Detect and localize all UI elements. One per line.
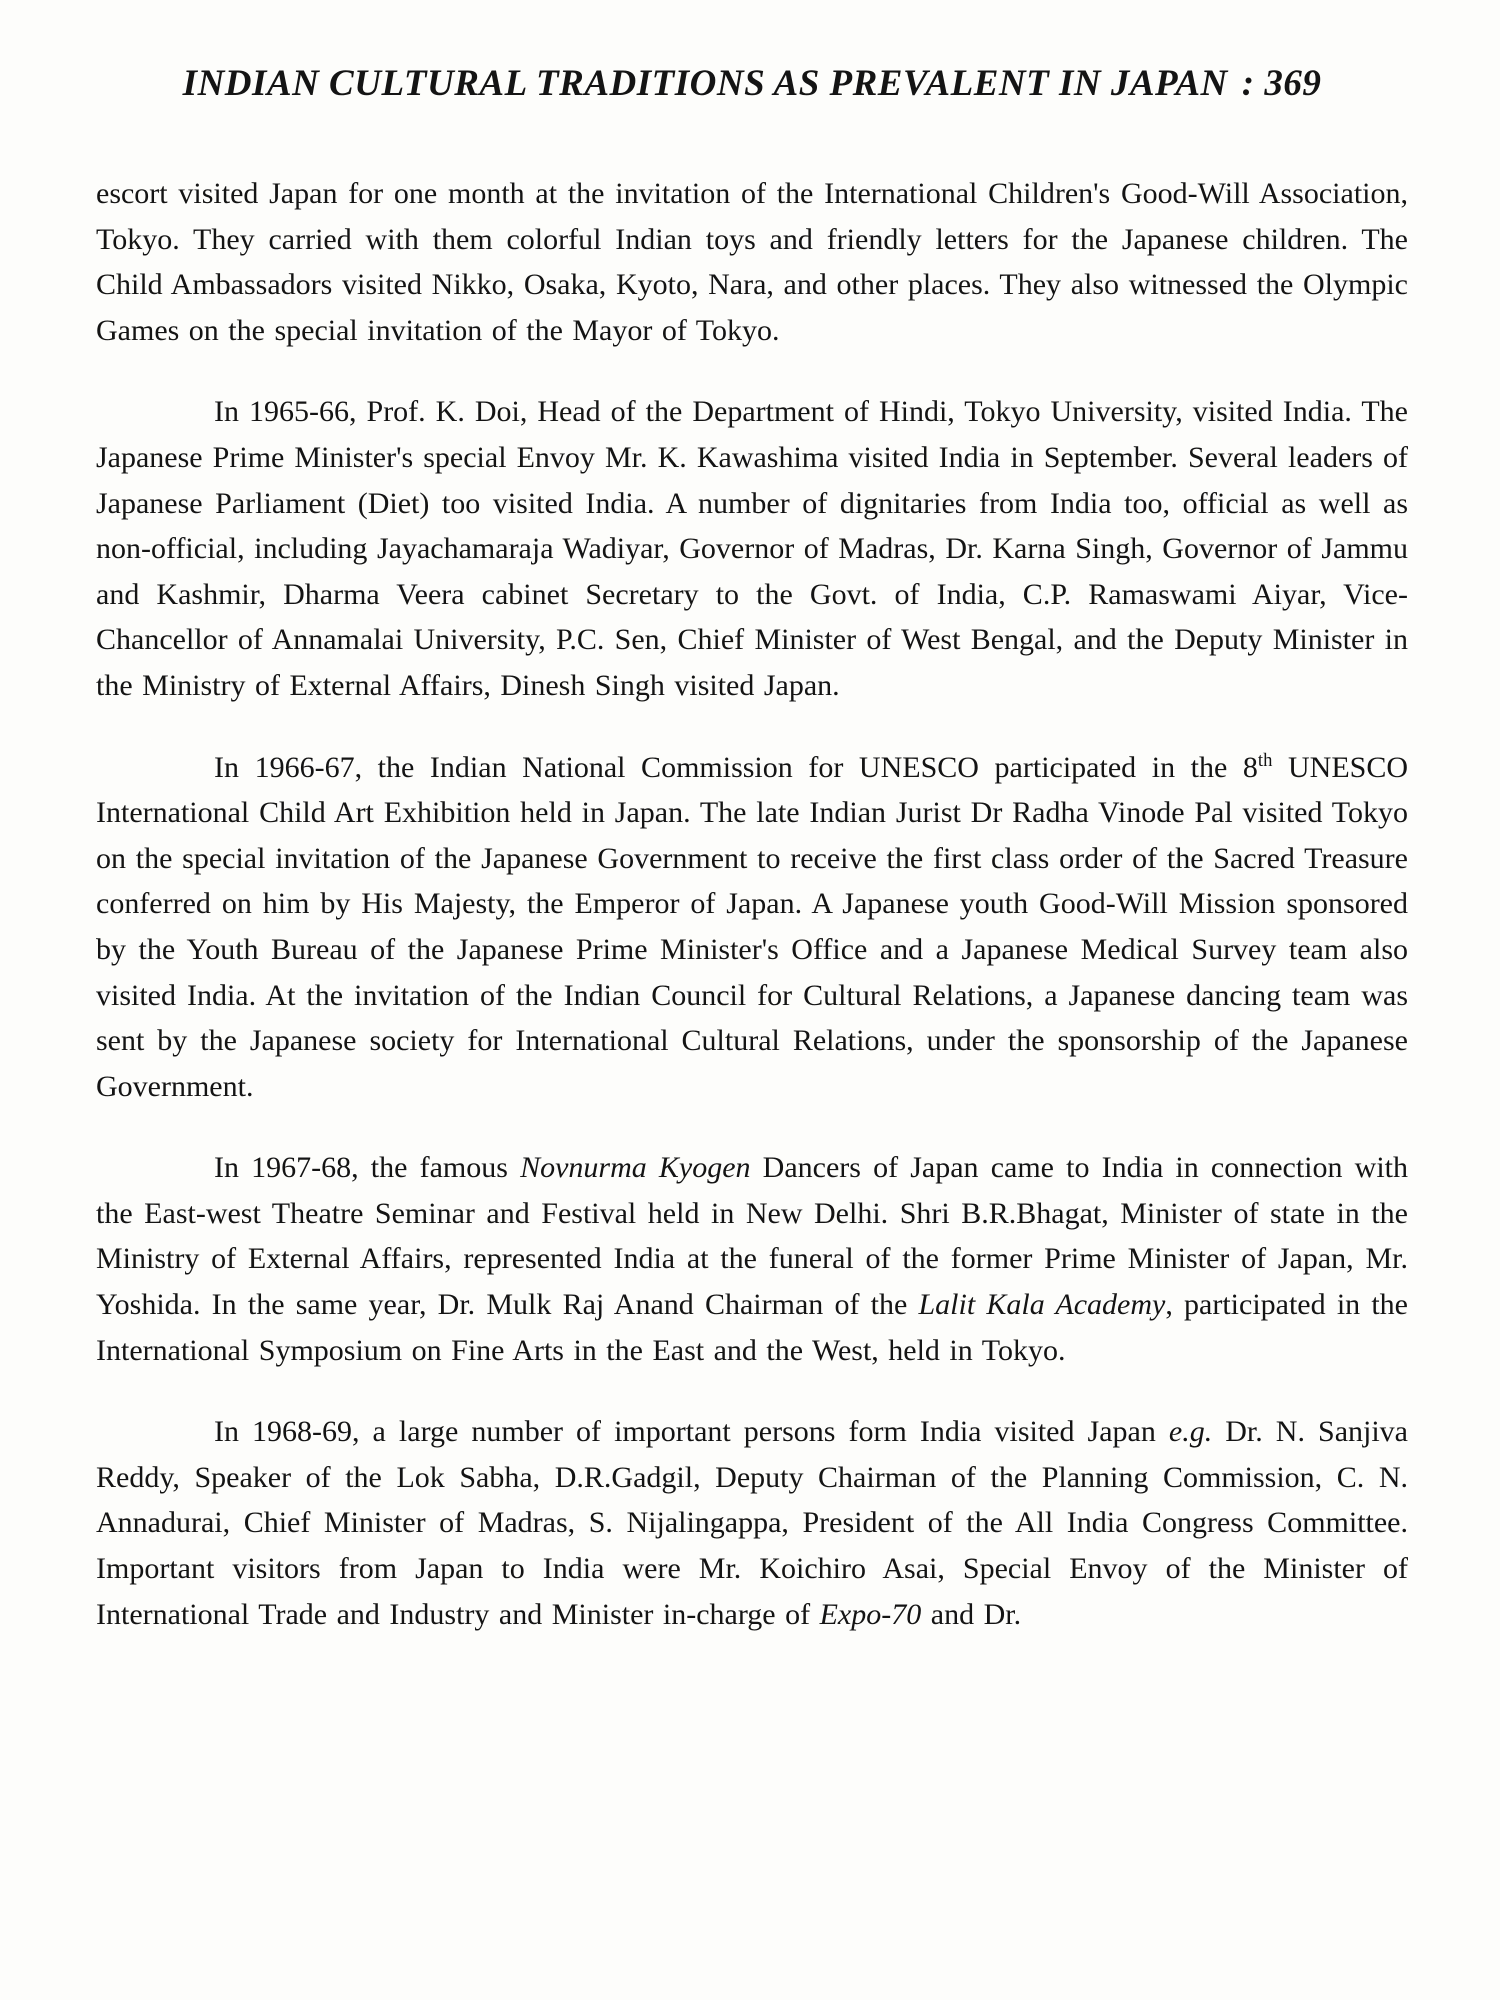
text-segment: Novnurma Kyogen bbox=[520, 1151, 751, 1185]
text-segment: Expo-70 bbox=[819, 1597, 922, 1631]
paragraph bbox=[96, 1409, 1408, 1637]
paragraph bbox=[96, 1145, 1408, 1373]
paragraph bbox=[96, 745, 1408, 1110]
text-segment: In 1968-69, a large number of important persons form India visited Japan bbox=[214, 1415, 1169, 1449]
page-number: : 369 bbox=[1241, 63, 1322, 104]
text-segment: Dr. N. Sanjiva Reddy, Speaker of the Lok Sabha, D.R.Gadgil, Deputy Chairman of the Planning Commission, C. N. Annadurai, Chief Minister of Madras, S. Nijalingappa, President of the All India Congress Committee. Important visitors from Japan to India were Mr. Koichiro Asai, Special Envoy of the Minister of International Trade and Industry and Minister in-charge of bbox=[96, 1415, 1408, 1631]
text-segment: In 1967-68, the famous bbox=[214, 1151, 521, 1185]
text-segment: Lalit Kala Academy bbox=[918, 1288, 1166, 1322]
text-segment: Dancers of Japan came to India in connection with the East-west Theatre Seminar and Festival held in New Delhi. Shri B.R.Bhagat, Minister of state in the Ministry of External Affairs, represented India at the funeral of the former Prime Minister of Japan, Mr. Yoshida. In the same year, Dr. Mulk Raj Anand Chairman of the bbox=[96, 1151, 1409, 1322]
text-segment: e.g. bbox=[1168, 1415, 1213, 1449]
text-segment: escort visited Japan for one month at the invitation of the International Children's Good-Will Association, Tokyo. They carried with them colorful Indian toys and friendly letters for the Japanese children. The Child Ambassadors visited Nikko, Osaka, Kyoto, Nara, and other places. They also witnessed the Olympic Games on the special invitation of the Mayor of Tokyo. bbox=[96, 177, 1408, 347]
text-segment: , participated in the International Symposium on Fine Arts in the East and the West, held in Tokyo. bbox=[96, 1288, 1408, 1367]
text-segment: th bbox=[1257, 749, 1273, 771]
page-title: INDIAN CULTURAL TRADITIONS AS PREVALENT IN JAPAN bbox=[182, 63, 1228, 104]
page-header bbox=[96, 62, 1408, 105]
paragraph bbox=[96, 171, 1408, 353]
text-segment: UNESCO International Child Art Exhibition held in Japan. The late Indian Jurist Dr Radha Vinode Pal visited Tokyo on the special invitation of the Japanese Government to receive the first class order of the Sacred Treasure conferred on him by His Majesty, the Emperor of Japan. A Japanese youth Good-Will Mission sponsored by the Youth Bureau of the Japanese Prime Minister's Office and a Japanese Medical Survey team also visited India. At the invitation of the Indian Council for Cultural Relations, a Japanese dancing team was sent by the Japanese society for International Cultural Relations, under the sponsorship of the Japanese Government. bbox=[96, 750, 1409, 1103]
text-segment: and Dr. bbox=[921, 1597, 1022, 1631]
page-body bbox=[96, 171, 1408, 1637]
text-segment: In 1966-67, the Indian National Commission for UNESCO participated in the 8 bbox=[214, 750, 1258, 784]
text-segment: In 1965-66, Prof. K. Doi, Head of the Department of Hindi, Tokyo University, visited India. The Japanese Prime Minister's special Envoy Mr. K. Kawashima visited India in September. Several leaders of Japanese Parliament (Diet) too visited India. A number of dignitaries from India too, official as well as non-official, including Jayachamaraja Wadiyar, Governor of Madras, Dr. Karna Singh, Governor of Jammu and Kashmir, Dharma Veera cabinet Secretary to the Govt. of India, C.P. Ramaswami Aiyar, Vice-Chancellor of Annamalai University, P.C. Sen, Chief Minister of West Bengal, and the Deputy Minister in the Ministry of External Affairs, Dinesh Singh visited Japan. bbox=[96, 395, 1408, 702]
paragraph bbox=[96, 389, 1408, 708]
